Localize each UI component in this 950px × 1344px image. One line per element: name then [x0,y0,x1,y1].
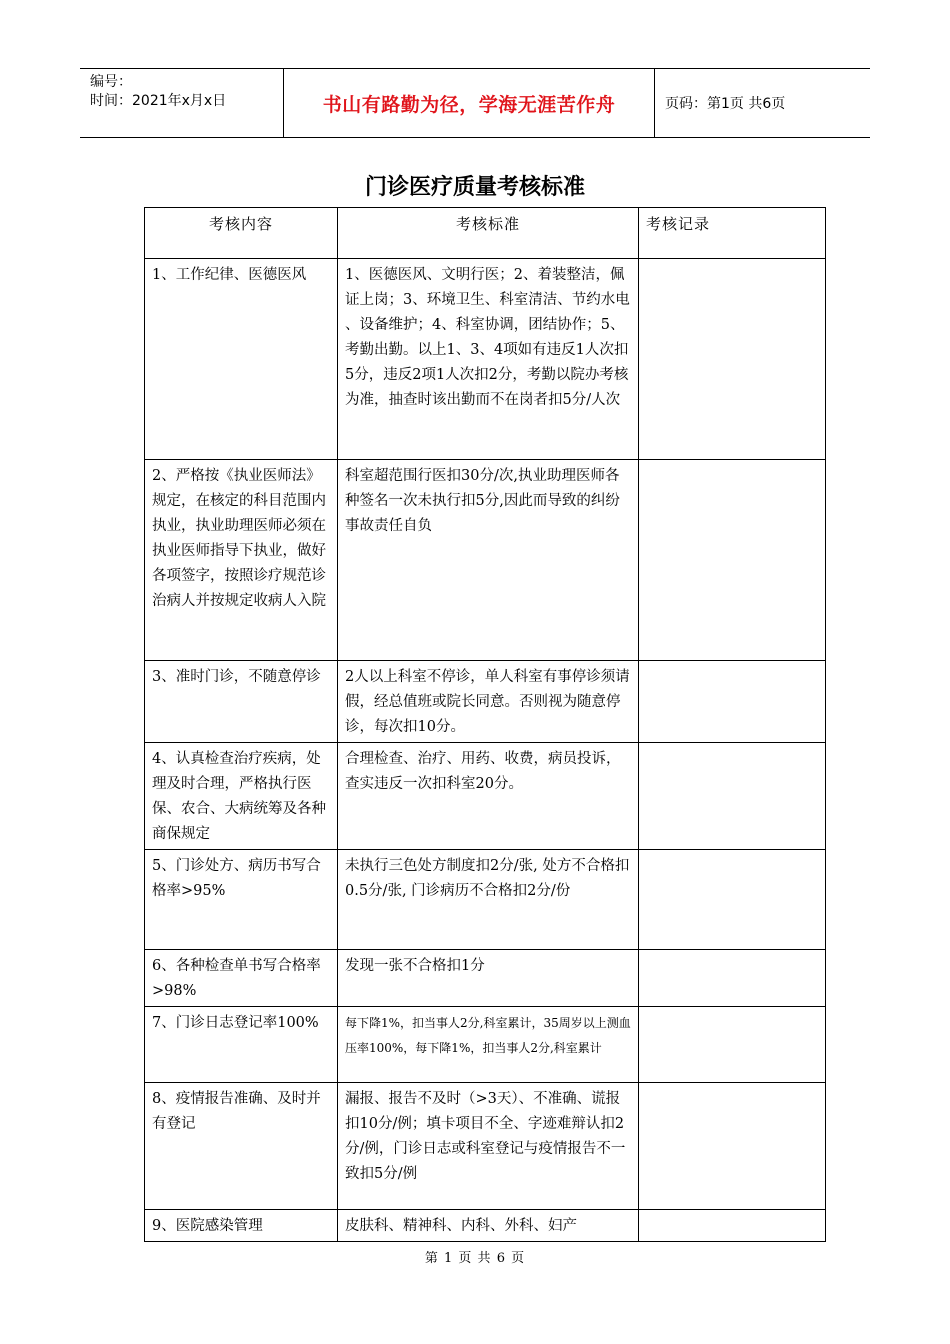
table-row [145,259,826,460]
row-standard: 发现一张不合格扣1分 [338,950,639,1007]
row-standard: 合理检查、治疗、用药、收费，病员投诉，查实违反一次扣科室20分。 [338,743,639,850]
row-content: 9、医院感染管理 [145,1210,338,1242]
row-standard: 皮肤科、精神科、内科、外科、妇产 [338,1210,639,1242]
row-standard: 未执行三色处方制度扣2分/张, 处方不合格扣0.5分/张, 门诊病历不合格扣2分/份 [338,850,639,950]
page-footer: 第 1 页 共 6 页 [424,1251,526,1266]
table-row [145,661,826,743]
row-record [639,743,826,850]
row-content: 5、门诊处方、病历书写合格率>95% [145,850,338,950]
table-row [145,743,826,850]
row-standard: 每下降1%，扣当事人2分,科室累计，35周岁以上测血压率100%，每下降1%，扣当事人2分,科室累计 [338,1007,639,1083]
row-content: 8、疫情报告准确、及时并有登记 [145,1083,338,1210]
row-record [639,1083,826,1210]
row-record [639,850,826,950]
table-row [145,460,826,661]
time-label: 时间：2021年x月x日 [90,93,227,109]
row-record [639,1210,826,1242]
row-standard: 2人以上科室不停诊，单人科室有事停诊须请假，经总值班或院长同意。否则视为随意停诊，每次扣10分。 [338,661,639,743]
table-row [145,1083,826,1210]
page-title: 门诊医疗质量考核标准 [364,175,585,200]
table-header-row [145,208,826,259]
table-row [145,850,826,950]
row-content: 7、门诊日志登记率100% [145,1007,338,1083]
row-content: 3、准时门诊，不随意停诊 [145,661,338,743]
header-content: 考核内容 [145,208,338,259]
header-standard: 考核标准 [338,208,639,259]
header-info [90,73,285,111]
row-standard: 1、医德医风、文明行医；2、着装整洁，佩证上岗；3、环境卫生、科室清洁、节约水电 、设备维护；4、科室协调，团结协作；5、考勤出勤。以上1、3、4项如有违反1人次扣5分，违反2项1人次扣2分，考勤以院办考核为准，抽查时该出勤而不在岗者扣5分/人次 [338,259,639,460]
number-label: 编号： [90,74,132,90]
row-standard: 科室超范围行医扣30分/次,执业助理医师各种签名一次未执行扣5分,因此而导致的纠纷事故责任自负 [338,460,639,661]
row-record [639,259,826,460]
row-record [639,661,826,743]
table-row [145,950,826,1007]
table-row [145,1210,826,1242]
motto: 书山有路勤为径，学海无涯苦作舟 [283,69,655,137]
row-content: 2、严格按《执业医师法》规定，在核定的科目范围内执业，执业助理医师必须在执业医师指导下执业，做好各项签字，按照诊疗规范诊治病人并按规定收病人入院 [145,460,338,661]
row-content: 4、认真检查治疗疾病，处理及时合理，严格执行医保、农合、大病统筹及各种商保规定 [145,743,338,850]
row-content: 6、各种检查单书写合格率 >98% [145,950,338,1007]
table-row [145,1007,826,1083]
page-info: 页码：第1页 共6页 [665,96,786,112]
row-record [639,1007,826,1083]
row-record [639,950,826,1007]
row-content: 1、工作纪律、医德医风 [145,259,338,460]
row-record [639,460,826,661]
header-band [80,68,870,138]
assessment-table [144,207,826,1242]
header-record: 考核记录 [639,208,826,259]
row-standard: 漏报、报告不及时（>3天）、不准确、谎报扣10分/例；填卡项目不全、字迹难辩认扣2分/例，门诊日志或科室登记与疫情报告不一致扣5分/例 [338,1083,639,1210]
